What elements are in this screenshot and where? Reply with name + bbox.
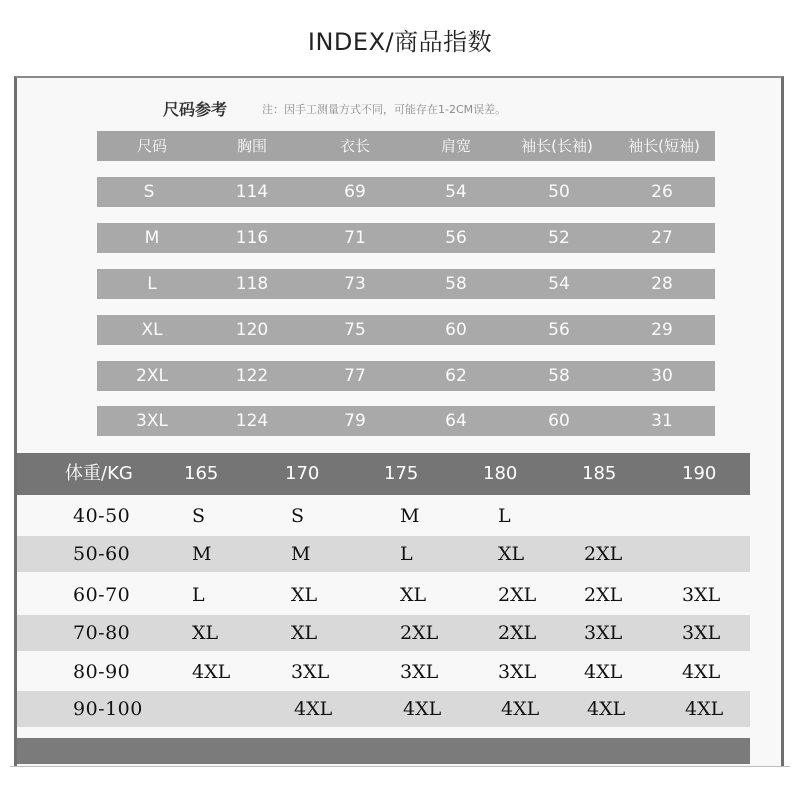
recommended-size: 4XL (501, 698, 540, 720)
recommended-size: 4XL (192, 661, 231, 683)
size-cell: S (143, 182, 155, 202)
recommended-size: 4XL (403, 698, 442, 720)
size-cell: XL (141, 320, 163, 340)
size-table-header (97, 131, 715, 161)
recommended-size: 3XL (682, 622, 721, 644)
length-cell: 77 (344, 366, 366, 386)
column-header: 衣长 (339, 137, 370, 155)
recommended-size: XL (192, 622, 219, 644)
recommended-size: 4XL (685, 698, 724, 720)
weight-row (17, 654, 750, 690)
column-header: 胸围 (236, 137, 267, 155)
short-sleeve-cell: 28 (651, 274, 673, 294)
length-cell: 73 (344, 274, 366, 294)
shoulder-cell: 58 (445, 274, 467, 294)
recommended-size: 3XL (682, 584, 721, 606)
recommended-size: 2XL (498, 622, 537, 644)
shoulder-cell: 62 (445, 366, 467, 386)
long-sleeve-cell: 58 (548, 366, 570, 386)
long-sleeve-cell: 56 (548, 320, 570, 340)
size-row-m (97, 223, 715, 253)
height-header: 175 (384, 463, 419, 484)
recommended-size: 2XL (584, 543, 623, 565)
size-cell: 2XL (136, 366, 168, 386)
weight-range: 50-60 (73, 543, 131, 565)
recommended-size: 3XL (291, 661, 330, 683)
size-cell: 3XL (136, 411, 168, 431)
recommended-size: 4XL (294, 698, 333, 720)
chest-cell: 122 (235, 366, 269, 386)
long-sleeve-cell: 60 (548, 411, 570, 431)
recommended-size: S (291, 505, 305, 527)
size-row-3xl (97, 406, 715, 436)
length-cell: 75 (344, 320, 366, 340)
recommended-size: 2XL (584, 584, 623, 606)
recommended-size: M (291, 543, 311, 565)
size-cell: L (147, 274, 157, 294)
size-cell: M (144, 228, 160, 248)
weight-row (17, 691, 750, 727)
column-header: 袖长(长袖) (521, 137, 593, 155)
recommended-size: S (192, 505, 206, 527)
recommended-size: XL (498, 543, 525, 565)
weight-range: 60-70 (73, 584, 131, 606)
weight-unit-label: 体重/KG (65, 463, 133, 484)
length-cell: 69 (344, 182, 366, 202)
column-header: 尺码 (136, 137, 167, 155)
short-sleeve-cell: 30 (651, 366, 673, 386)
length-cell: 79 (344, 411, 366, 431)
short-sleeve-cell: 31 (651, 411, 673, 431)
recommended-size: 4XL (682, 661, 721, 683)
recommended-size: M (192, 543, 212, 565)
recommended-size: 3XL (498, 661, 537, 683)
short-sleeve-cell: 29 (651, 320, 673, 340)
short-sleeve-cell: 27 (651, 228, 673, 248)
recommended-size: 3XL (400, 661, 439, 683)
size-row-2xl (97, 361, 715, 391)
footer-bar (17, 738, 750, 764)
short-sleeve-cell: 26 (651, 182, 673, 202)
recommended-size: 2XL (400, 622, 439, 644)
size-reference-heading: 尺码参考 (163, 100, 228, 119)
divider (10, 766, 790, 767)
shoulder-cell: 60 (445, 320, 467, 340)
weight-range: 40-50 (73, 505, 131, 527)
weight-row (17, 498, 750, 534)
shoulder-cell: 56 (445, 228, 467, 248)
weight-height-header (17, 453, 750, 495)
recommended-size: L (192, 584, 205, 606)
chest-cell: 120 (235, 320, 269, 340)
height-header: 165 (184, 463, 219, 484)
height-header: 185 (582, 463, 617, 484)
recommended-size: 2XL (498, 584, 537, 606)
recommended-size: 4XL (584, 661, 623, 683)
page-title: INDEX/商品指数 (307, 28, 493, 56)
size-row-xl (97, 315, 715, 345)
long-sleeve-cell: 52 (548, 228, 570, 248)
column-header: 袖长(短袖) (628, 137, 700, 155)
shoulder-cell: 54 (445, 182, 467, 202)
length-cell: 71 (344, 228, 366, 248)
size-row-l (97, 269, 715, 299)
measurement-note: 注：因手工测量方式不同，可能存在1-2CM误差。 (262, 103, 507, 116)
size-row-s (97, 177, 715, 207)
size-reference-table (97, 131, 715, 436)
weight-row (17, 615, 750, 651)
weight-row (17, 536, 750, 572)
recommended-size: M (400, 505, 420, 527)
height-header: 170 (285, 463, 320, 484)
recommended-size: 3XL (584, 622, 623, 644)
long-sleeve-cell: 54 (548, 274, 570, 294)
recommended-size: XL (400, 584, 427, 606)
height-header: 190 (682, 463, 717, 484)
recommended-size: L (400, 543, 413, 565)
weight-range: 90-100 (73, 698, 143, 720)
chest-cell: 124 (235, 411, 269, 431)
column-header: 肩宽 (440, 137, 471, 155)
shoulder-cell: 64 (445, 411, 467, 431)
weight-row (17, 577, 750, 613)
chest-cell: 116 (235, 228, 269, 248)
recommended-size: XL (291, 584, 318, 606)
recommended-size: 4XL (587, 698, 626, 720)
chest-cell: 118 (235, 274, 269, 294)
recommended-size: XL (291, 622, 318, 644)
weight-range: 70-80 (73, 622, 131, 644)
chest-cell: 114 (235, 182, 269, 202)
height-header: 180 (483, 463, 518, 484)
recommended-size: L (498, 505, 511, 527)
weight-range: 80-90 (73, 661, 131, 683)
long-sleeve-cell: 50 (548, 182, 570, 202)
